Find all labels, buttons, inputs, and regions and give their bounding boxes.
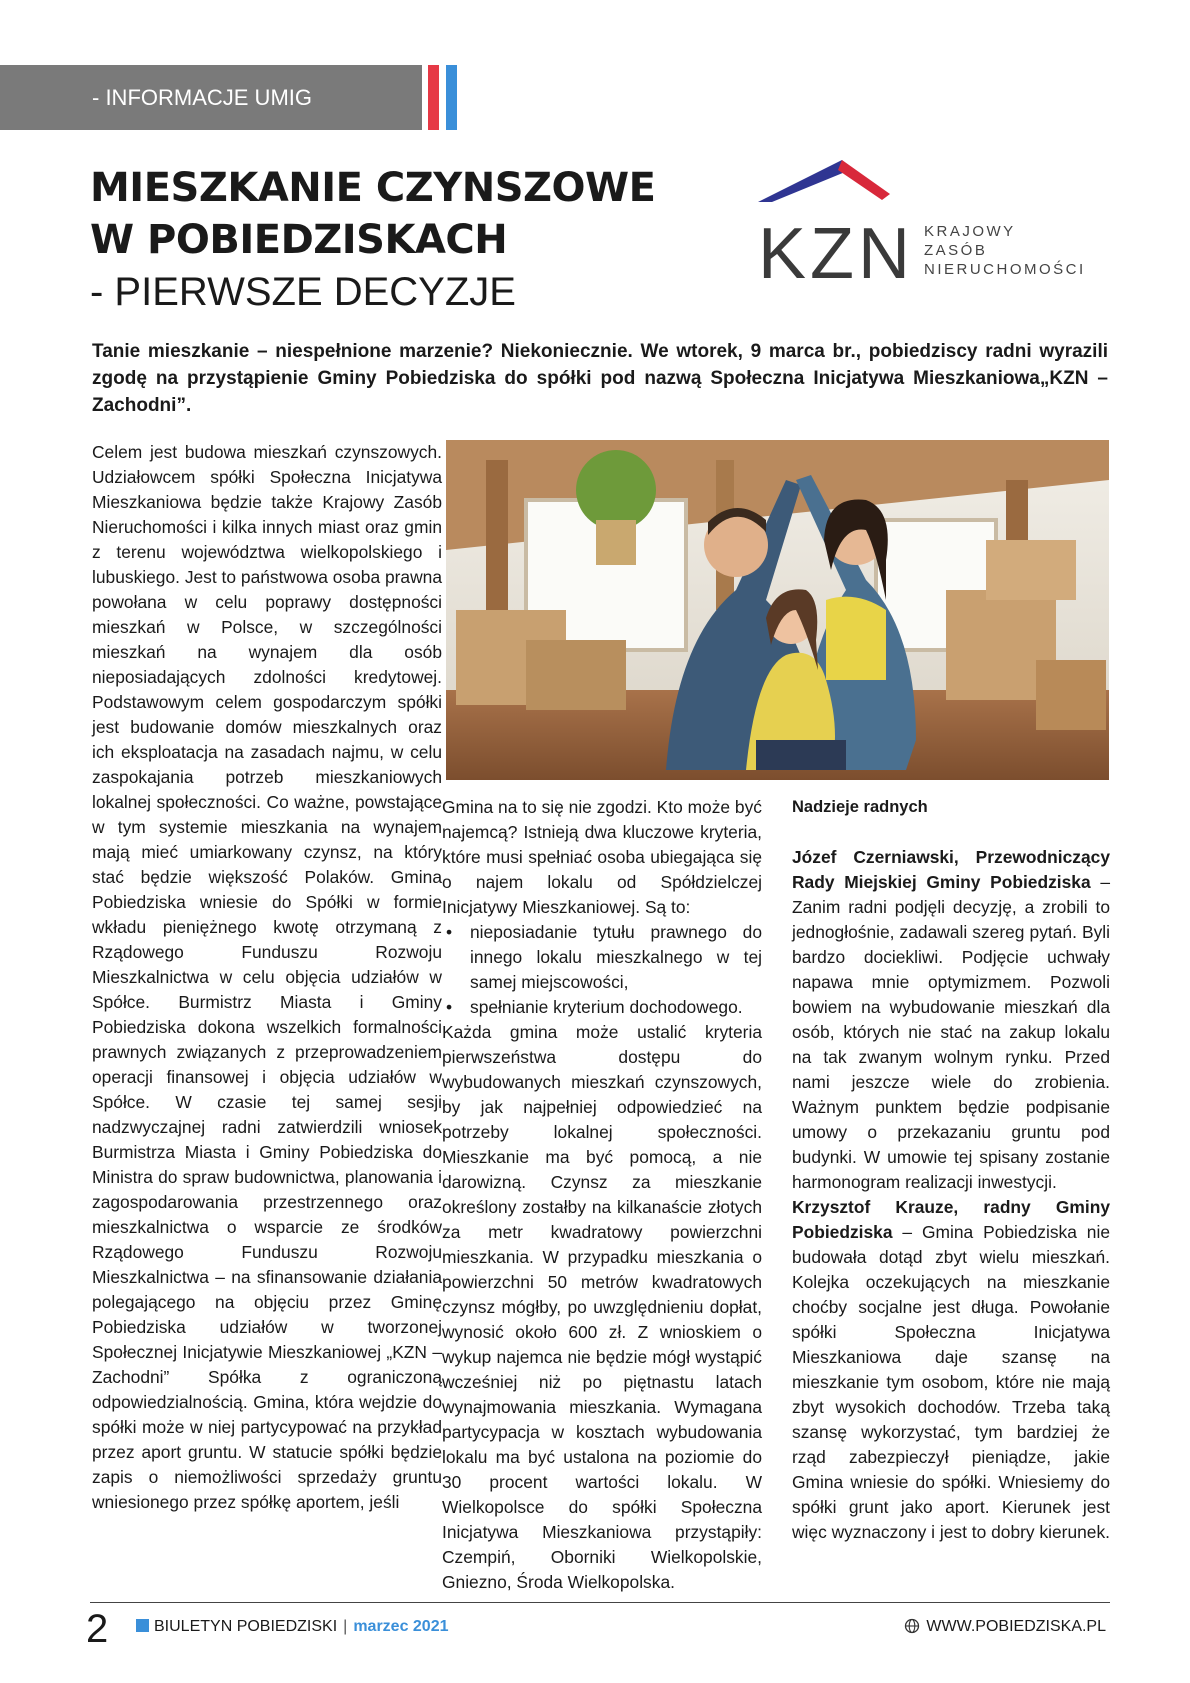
quote-1 xyxy=(792,845,1110,1195)
publication-info xyxy=(136,1617,449,1637)
column-2 xyxy=(442,795,762,1595)
logo-line-2: ZASÓB xyxy=(924,242,988,259)
kzn-logo xyxy=(758,160,1098,294)
page-number: 2 xyxy=(86,1607,109,1651)
title-line-2: W POBIEDZISKACH xyxy=(90,217,508,263)
subheading: Nadzieje radnych xyxy=(792,798,928,816)
title-line-3: - PIERWSZE DECYZJE xyxy=(90,270,516,314)
publication-name: BIULETYN POBIEDZISKI xyxy=(154,1618,338,1635)
article-title xyxy=(90,162,710,318)
column-2-intro: Gmina na to się nie zgodzi. Kto może być najemcą? Istnieją dwa kluczowe kryteria, które musi spełniać osoba ubiegająca się o najem lokalu od Spółdzielczej Inicjatywy Mieszkaniowej. Są to: xyxy=(442,797,762,917)
criteria-list xyxy=(442,920,762,1020)
speaker-2: Krzysztof Krauze, radny Gminy Pobiedziska xyxy=(792,1197,1110,1242)
column-1 xyxy=(92,440,442,1515)
globe-icon xyxy=(904,1618,920,1634)
criteria-item: • nieposiadanie tytułu prawnego do innego lokalu mieszkalnego w tej samej miejscowości, xyxy=(442,920,762,995)
logo-line-1: KRAJOWY xyxy=(924,223,1016,240)
roof-logo-icon xyxy=(758,160,898,210)
quote-2-text: – Gmina Pobiedziska nie budowała dotąd zbyt wielu mieszkań. Kolejka oczekujących na mieszkanie choćby socjalne jest długa. Powołanie spółki Społeczna Inicjatywa Mieszkaniowa daje szansę na mieszkanie tym osobom, które nie mają zbyt wysokich dochodów. Trzeba taką szansę wykorzystać, tym bardziej że rząd zabezpieczył pieniądze, jakie Gmina wniesie do spółki. Wniesiemy do spółki grunt jako aport. Kierunek jest więc wyznaczony i jest to dobry kierunek. xyxy=(792,1222,1110,1542)
quote-2 xyxy=(792,1195,1110,1545)
square-bullet-icon xyxy=(136,1619,149,1632)
logo-subtitle xyxy=(924,222,1086,279)
family-photo xyxy=(446,440,1109,780)
website-link[interactable] xyxy=(904,1617,1106,1637)
issue-date: marzec 2021 xyxy=(353,1618,449,1635)
footer-divider xyxy=(90,1602,1110,1603)
title-line-1: MIESZKANIE CZYNSZOWE xyxy=(90,165,656,211)
section-label: - INFORMACJE UMIG xyxy=(0,65,422,130)
red-stripe xyxy=(428,65,439,130)
column-1-text: Celem jest budowa mieszkań czynszowych. Udziałowcem spółki Społeczna Inicjatywa Mieszkaniowa będzie także Krajowy Zasób Nieruchomości i kilka innych miast oraz gmin z terenu województwa wielkopolskiego i lubuskiego. Jest to państwowa osoba prawna powołana w celu poprawy dostępności mieszkań w Polsce, w szczególności mieszkań na wynajem dla osób nieposiadających zdolności kredytowej. Podstawowym celem gospodarczym spółki jest budowanie domów mieszkalnych oraz ich eksploatacja na zasadach najmu, w celu zaspokajania potrzeb mieszkaniowych lokalnej społeczności. Co ważne, powstające w tym systemie mieszkania na wynajem mają mieć umiarkowany czynsz, na który stać będzie większość Polaków. Gmina Pobiedziska wniesie do Spółki w formie wkładu pieniężnego kwotę otrzymaną z Rządowego Funduszu Rozwoju Mieszkalnictwa w celu objęcia udziałów w Spółce. Burmistrz Miasta i Gminy Pobiedziska dokona wszelkich formalności prawnych związanych z przeprowadzeniem operacji finansowej i objęcia udziałów w Spółce. W czasie tej samej sesji nadzwyczajnej radni zatwierdzili wniosek Burmistrza Miasta i Gminy Pobiedziska do Ministra do spraw budownictwa, planowania i zagospodarowania przestrzennego oraz mieszkalnictwa o wsparcie ze środków Rządowego Funduszu Rozwoju Mieszkalnictwa – na sfinansowanie działania polegającego na objęciu przez Gminę Pobiedziska udziałów w tworzonej Społecznej Inicjatywie Mieszkaniowej „KZN – Zachodni” Spółka z ograniczoną odpowiedzialnością. Gmina, która wejdzie do spółki może w niej partycypować na przykład przez aport gruntu. W statucie spółki będzie zapis o niemożliwości sprzedaży gruntu wniesionego przez spółkę aportem, jeśli xyxy=(92,442,442,1512)
quote-1-text: – Zanim radni podjęli decyzję, a zrobili to jednogłośnie, zadawali szereg pytań. Byli bardzo dociekliwi. Podjęcie uchwały napawa mnie optymizmem. Pozwoli bowiem na wybudowanie mieszkań dla osób, których nie stać na zakup lokalu na tak zwanym wolnym rynku. Przed nami jeszcze wiele do zrobienia. Ważnym punktem będzie podpisanie umowy o przekazaniu gruntu pod budynki. W umowie tej spisany zostanie harmonogram realizacji inwestycji. xyxy=(792,872,1110,1192)
lead-paragraph: Tanie mieszkanie – niespełnione marzenie? Niekoniecznie. We wtorek, 9 marca br., pobiedziscy radni wyrazili zgodę na przystąpienie Gminy Pobiedziska do spółki pod nazwą Społeczna Inicjatywa Mieszkaniowa„KZN – Zachodni”. xyxy=(92,341,1108,416)
column-3 xyxy=(792,795,1110,1545)
speaker-1: Józef Czerniawski, Przewodniczący Rady Miejskiej Gminy Pobiedziska xyxy=(792,847,1110,892)
separator: | xyxy=(343,1618,348,1635)
family-photo-image xyxy=(446,440,1109,780)
logo-mark: KZN xyxy=(758,214,914,294)
blue-stripe xyxy=(446,65,457,130)
logo-line-3: NIERUCHOMOŚCI xyxy=(924,261,1086,278)
column-2-text: Każda gmina może ustalić kryteria pierwszeństwa dostępu do wybudowanych mieszkań czynszowych, by jak najpełniej odpowiedzieć na potrzeby lokalnej społeczności. Mieszkanie ma być pomocą, a nie darowizną. Czynsz za mieszkanie określony zostałby na kilkanaście złotych za metr kwadratowy powierzchni mieszkania. W przypadku mieszkania o powierzchni 50 metrów kwadratowych czynsz mógłby, po uwzględnieniu dopłat, wynosić około 600 zł. Z wnioskiem o wykup najemca nie będzie mógł wystąpić wcześniej niż po piętnastu latach wynajmowania mieszkania. Wymagana partycypacja w kosztach wybudowania lokalu ma być ustalona na poziomie do 30 procent wartości lokalu. W Wielkopolsce do spółki Społeczna Inicjatywa Mieszkaniowa przystąpiły: Czempiń, Oborniki Wielkopolskie, Gniezno, Środa Wielkopolska. xyxy=(442,1022,762,1592)
website-text[interactable]: WWW.POBIEDZISKA.PL xyxy=(926,1618,1106,1635)
criteria-item: • spełnianie kryterium dochodowego. xyxy=(442,995,762,1020)
